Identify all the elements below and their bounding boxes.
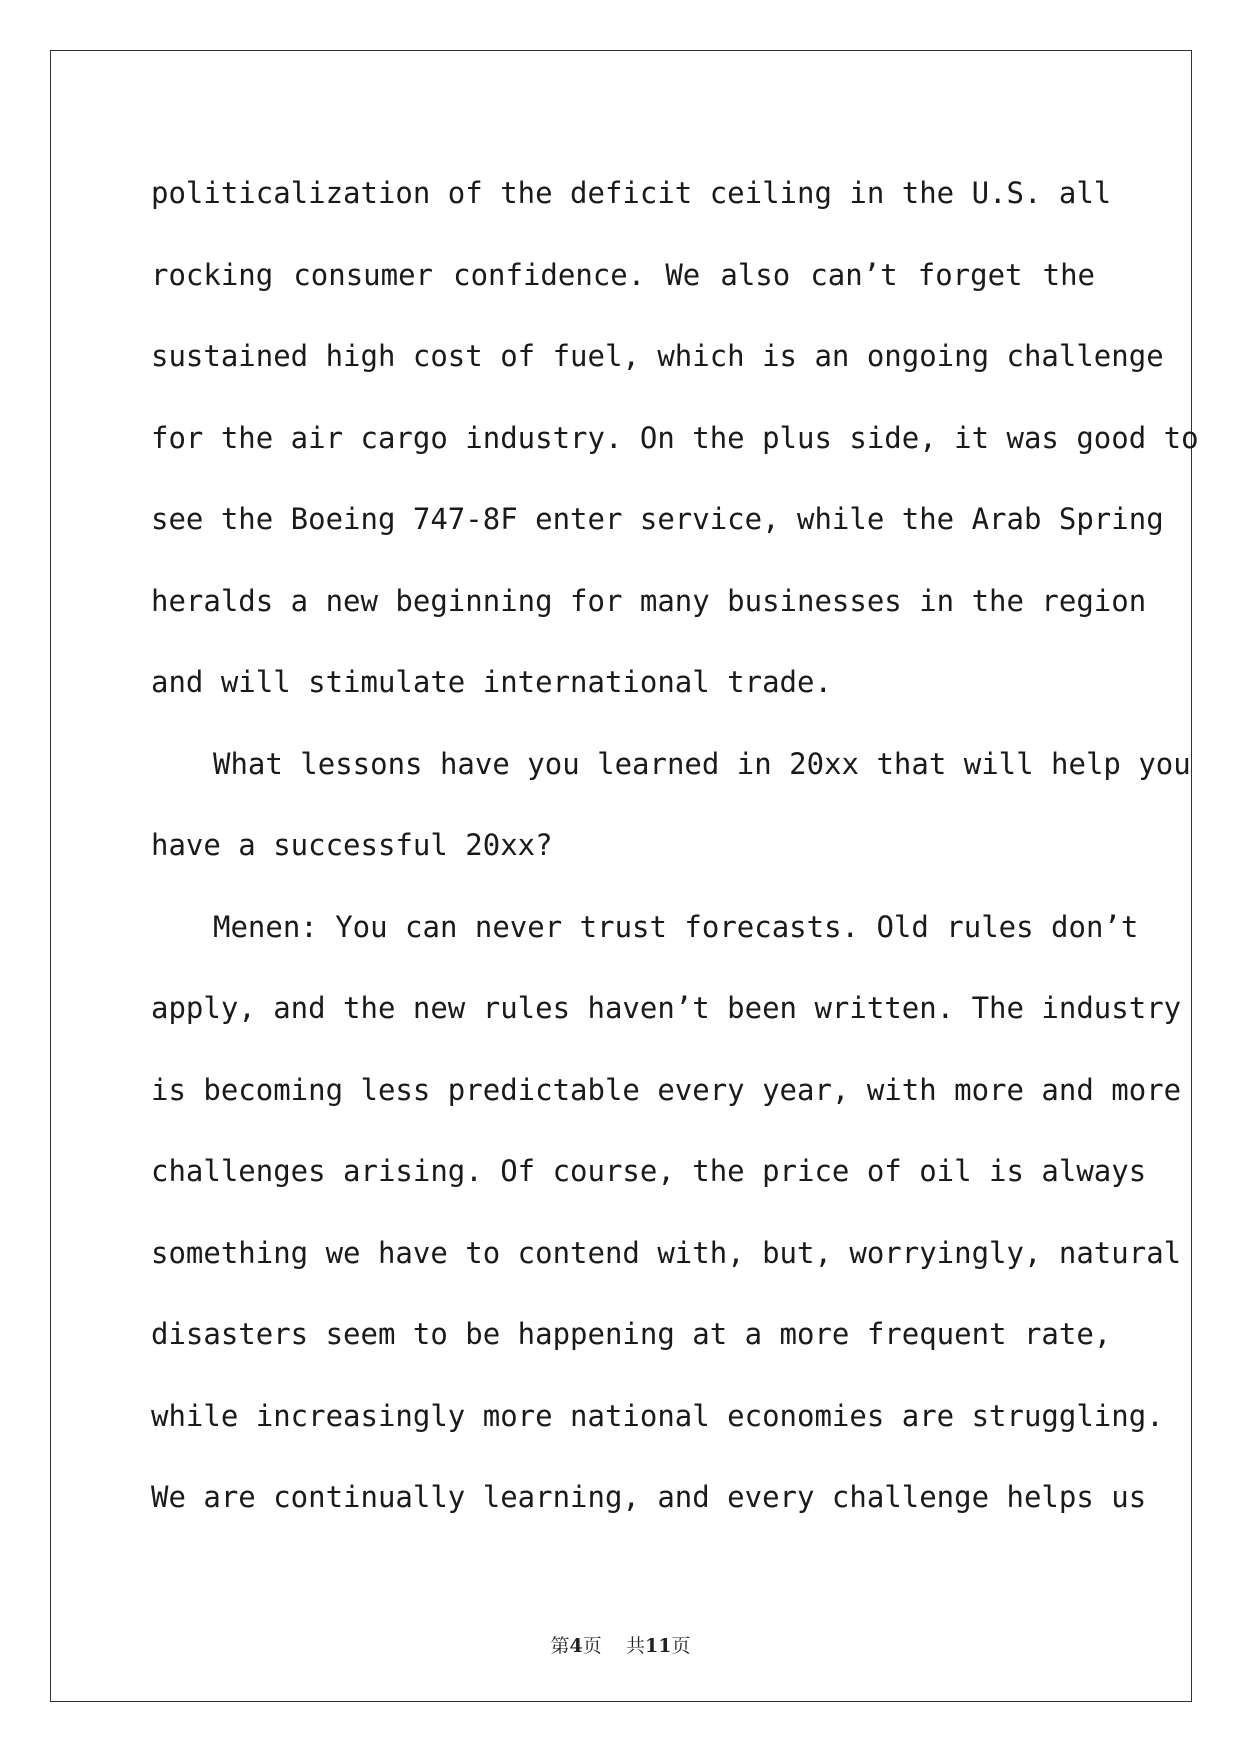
answer-line: Menen: You can never trust forecasts. Old rules don’t — [213, 909, 1139, 944]
current-page-number: 4 — [569, 1635, 583, 1657]
text-line: sustained high cost of fuel, which is an ongoing challenge — [151, 339, 1164, 373]
text-line: rocking consumer confidence. We also can’t forget the — [151, 257, 1095, 292]
text-line: and will stimulate international trade. — [151, 665, 832, 699]
footer-page-suffix: 页 — [582, 1635, 602, 1657]
question-line: What lessons have you learned in 20xx that will help you — [213, 746, 1191, 781]
text-line: see the Boeing 747-8F enter service, while the Arab Spring — [151, 502, 1164, 536]
footer-prefix: 第 — [550, 1635, 570, 1657]
answer-line: is becoming less predictable every year, with more and more — [151, 1072, 1182, 1107]
text-line: for the air cargo industry. On the plus side, it was good to — [151, 420, 1199, 455]
document-body — [151, 153, 1199, 1539]
answer-line: challenges arising. Of course, the price of oil is always — [151, 1154, 1147, 1188]
text-line: politicalization of the deficit ceiling in the U.S. all — [151, 176, 1112, 210]
text-line: heralds a new beginning for many businesses in the region — [151, 583, 1147, 618]
footer-total-suffix: 页 — [671, 1635, 691, 1657]
footer-total-prefix: 共 — [625, 1635, 645, 1657]
answer-line: while increasingly more national economies are struggling. — [151, 1398, 1164, 1433]
answer-line: apply, and the new rules haven’t been written. The industry — [151, 991, 1182, 1025]
question-line: have a successful 20xx? — [151, 828, 553, 862]
answer-line: something we have to contend with, but, worryingly, natural — [151, 1235, 1182, 1270]
answer-line: We are continually learning, and every challenge helps us — [151, 1480, 1147, 1514]
total-page-count: 11 — [644, 1635, 672, 1657]
answer-line: disasters seem to be happening at a more frequent rate, — [151, 1317, 1112, 1351]
page-number-footer — [0, 1631, 1241, 1658]
